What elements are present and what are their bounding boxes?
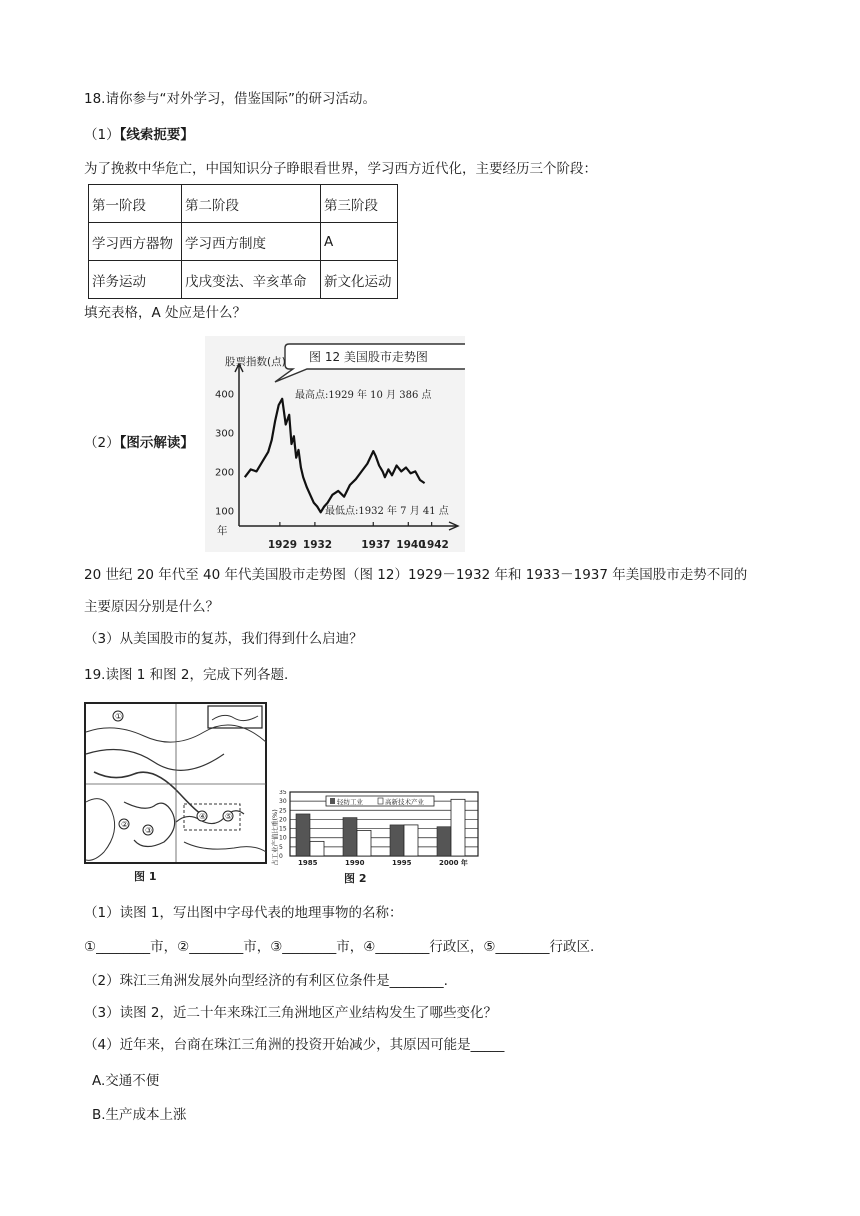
map-marker-label: ③ xyxy=(145,826,153,835)
legend-label-light-industry: 轻纺工业 xyxy=(337,798,363,806)
q18-table-question: 填充表格，A 处应是什么？ xyxy=(84,305,247,321)
q19-q1: （1）读图 1，写出图中字母代表的地理事物的名称： xyxy=(84,905,403,921)
table-cell: 学习西方制度 xyxy=(182,223,321,261)
q19-q1-blanks: ①________市，②________市，③________市，④________行政区，⑤________行政区. xyxy=(84,939,595,955)
q18-part3: （3）从美国股市的复苏，我们得到什么启迪？ xyxy=(84,631,363,647)
fig1-caption: 图 1 xyxy=(134,870,157,883)
x-tick-label: 1942 xyxy=(419,539,449,551)
q18-part1-label: （1） xyxy=(84,127,120,143)
table-row xyxy=(89,261,398,299)
legend-swatch-light-industry xyxy=(330,798,335,804)
legend-swatch-hightech xyxy=(378,798,383,804)
fig2-y-tick: 25 xyxy=(279,807,287,815)
bar-light-industry xyxy=(437,827,451,856)
table-cell: 第三阶段 xyxy=(321,185,398,223)
fig2-y-tick: 15 xyxy=(279,825,287,833)
fig2-y-ticks xyxy=(279,790,287,860)
table-cell: 第二阶段 xyxy=(182,185,321,223)
industry-bar-chart xyxy=(270,790,480,884)
table-cell: 第一阶段 xyxy=(89,185,182,223)
fig2-y-tick: 20 xyxy=(279,816,287,824)
map-marker-label: ④ xyxy=(199,812,207,821)
chart-low-annotation: 最低点:1932 年 7 月 41 点 xyxy=(325,506,449,517)
table-cell: 戊戌变法、辛亥革命 xyxy=(182,261,321,299)
fig2-y-tick: 35 xyxy=(279,790,287,796)
chart-high-annotation: 最高点:1929 年 10 月 386 点 xyxy=(295,390,432,401)
q18-part2-question-line1: 20 世纪 20 年代至 40 年代美国股市走势图（图 12）1929－1932 年和 1933－1937 年美国股市走势不同的 xyxy=(84,567,748,583)
x-tick-label: 1929 xyxy=(267,539,298,551)
fig2-y-tick: 0 xyxy=(279,853,283,860)
q18-title: 18.请你参与“对外学习，借鉴国际”的研习活动。 xyxy=(84,91,376,107)
bar-light-industry xyxy=(390,825,404,856)
x-tick-label: 1932 xyxy=(302,539,333,551)
chart-x-prefix: 年 xyxy=(217,525,228,537)
table-row xyxy=(89,185,398,223)
table-row xyxy=(89,223,398,261)
q19-title: 19.读图 1 和图 2，完成下列各题. xyxy=(84,667,289,683)
fig2-year-label: 1985 xyxy=(298,859,318,867)
option-a: A.交通不便 xyxy=(92,1073,160,1089)
option-b: B.生产成本上涨 xyxy=(92,1107,187,1123)
stages-table xyxy=(88,184,398,299)
fig2-caption: 图 2 xyxy=(344,872,367,884)
bar-light-industry xyxy=(343,818,357,856)
fig2-y-tick: 10 xyxy=(279,834,287,842)
bar-hightech xyxy=(357,830,371,856)
y-tick-label: 200 xyxy=(215,467,235,479)
chart-title: 图 12 美国股市走势图 xyxy=(309,350,428,364)
bar-hightech xyxy=(404,825,418,856)
fig2-y-tick: 5 xyxy=(279,843,283,851)
map-marker-label: ② xyxy=(121,820,129,829)
map-marker-label: ⑤ xyxy=(225,812,233,821)
y-tick-label: 400 xyxy=(215,389,235,401)
q18-part1-tag: 【线索扼要】 xyxy=(119,127,194,143)
y-tick-label: 300 xyxy=(215,428,235,440)
legend-label-hightech: 高新技术产业 xyxy=(385,798,424,806)
map-figure xyxy=(84,702,267,885)
q18-part2-heading xyxy=(84,434,194,452)
fig2-y-label: 占工业产值比重(%) xyxy=(271,809,279,866)
bar-light-industry xyxy=(296,814,310,856)
bar-hightech xyxy=(451,799,465,856)
fig2-year-label: 1995 xyxy=(392,859,412,867)
q18-intro: 为了挽救中华危亡，中国知识分子睁眼看世界，学习西方近代化，主要经历三个阶段： xyxy=(84,161,597,177)
q19-q3: （3）读图 2，近二十年来珠江三角洲地区产业结构发生了哪些变化？ xyxy=(84,1005,497,1021)
table-cell: 洋务运动 xyxy=(89,261,182,299)
q18-part1-heading xyxy=(84,126,194,144)
table-cell: A xyxy=(321,223,398,261)
map-marker-label: ① xyxy=(115,712,123,721)
fig2-year-label: 2000 年 xyxy=(439,859,468,867)
chart-y-label: 股票指数(点) xyxy=(225,356,286,368)
x-tick-label: 1940 xyxy=(396,539,426,551)
q18-part2-question-line2: 主要原因分别是什么？ xyxy=(84,599,219,615)
y-tick-label: 100 xyxy=(215,506,235,518)
map-inset xyxy=(208,706,262,728)
stock-chart xyxy=(205,336,465,552)
q19-q4: （4）近年来，台商在珠江三角洲的投资开始减少，其原因可能是_____ xyxy=(84,1037,505,1053)
x-tick-label: 1937 xyxy=(361,539,391,551)
table-cell: 新文化运动 xyxy=(321,261,398,299)
q18-part2-tag: 【图示解读】 xyxy=(119,435,194,451)
table-cell: 学习西方器物 xyxy=(89,223,182,261)
bar-hightech xyxy=(310,841,324,856)
q19-q2: （2）珠江三角洲发展外向型经济的有利区位条件是________. xyxy=(84,973,448,989)
fig2-year-label: 1990 xyxy=(345,859,365,867)
fig2-y-tick: 30 xyxy=(279,798,287,806)
fig2-x-ticks xyxy=(298,858,468,867)
q18-part2-label: （2） xyxy=(84,435,120,451)
